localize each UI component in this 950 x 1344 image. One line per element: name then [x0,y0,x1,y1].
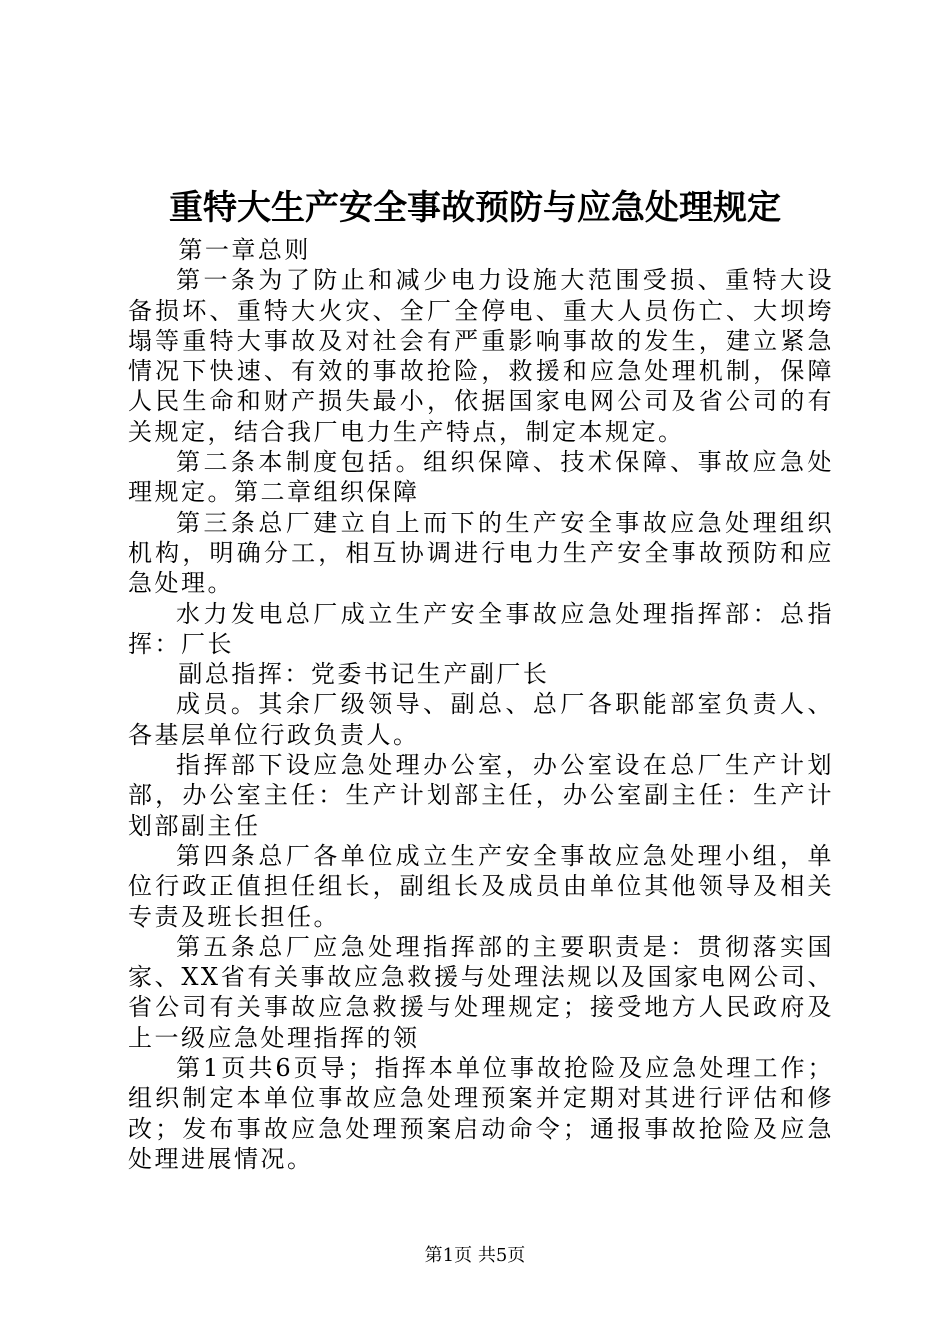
document-title: 重特大生产安全事故预防与应急处理规定 [169,188,781,228]
page-footer: 第1页 共5页 [424,1245,526,1266]
paragraph-deputy-commander: 副总指挥：党委书记生产副厂长 [178,660,550,689]
paragraph-article-1: 第一条为了防止和减少电力设施大范围受损、重特大设备损坏、重特大火灾、全厂全停电、重大人员伤亡、大坝垮塌等重特大事故及对社会有严重影响事故的发生，建立紧急情况下快速、有效的事故抢险，救援和应急处理机制，保障人民生命和财产损失最小，依据国家电网公司及省公司的有关规定，结合我厂电力生产特点，制定本规定。 [128,266,834,446]
paragraph-article-3: 第三条总厂建立自上而下的生产安全事故应急处理组织机构，明确分工，相互协调进行电力生产安全事故预防和应急处理。 [128,508,834,598]
paragraph-office: 指挥部下设应急处理办公室，办公室设在总厂生产计划部，办公室主任：生产计划部主任，办公室副主任：生产计划部副主任 [128,751,834,840]
paragraph-continued: 第1页共6页导；指挥本单位事故抢险及应急处理工作；组织制定本单位事故应急处理预案并定期对其进行评估和修改；发布事故应急处理预案启动命令；通报事故抢险及应急处理进展情况。 [128,1054,834,1173]
paragraph-members: 成员。其余厂级领导、副总、总厂各职能部室负责人、各基层单位行政负责人。 [128,690,834,749]
paragraph-article-5: 第五条总厂应急处理指挥部的主要职责是：贯彻落实国家、XX省有关事故应急救援与处理法规以及国家电网公司、省公司有关事故应急救援与处理规定；接受地方人民政府及上一级应急处理指挥的领 [128,932,834,1052]
document-body [128,235,834,1174]
chapter-heading: 第一章总则 [178,236,311,264]
paragraph-command-center: 水力发电总厂成立生产安全事故应急处理指挥部：总指挥：厂长 [128,599,834,658]
paragraph-article-2: 第二条本制度包括。组织保障、技术保障、事故应急处理规定。第二章组织保障 [128,448,834,507]
paragraph-article-4: 第四条总厂各单位成立生产安全事故应急处理小组，单位行政正值担任组长，副组长及成员由单位其他领导及相关专责及班长担任。 [128,841,834,931]
